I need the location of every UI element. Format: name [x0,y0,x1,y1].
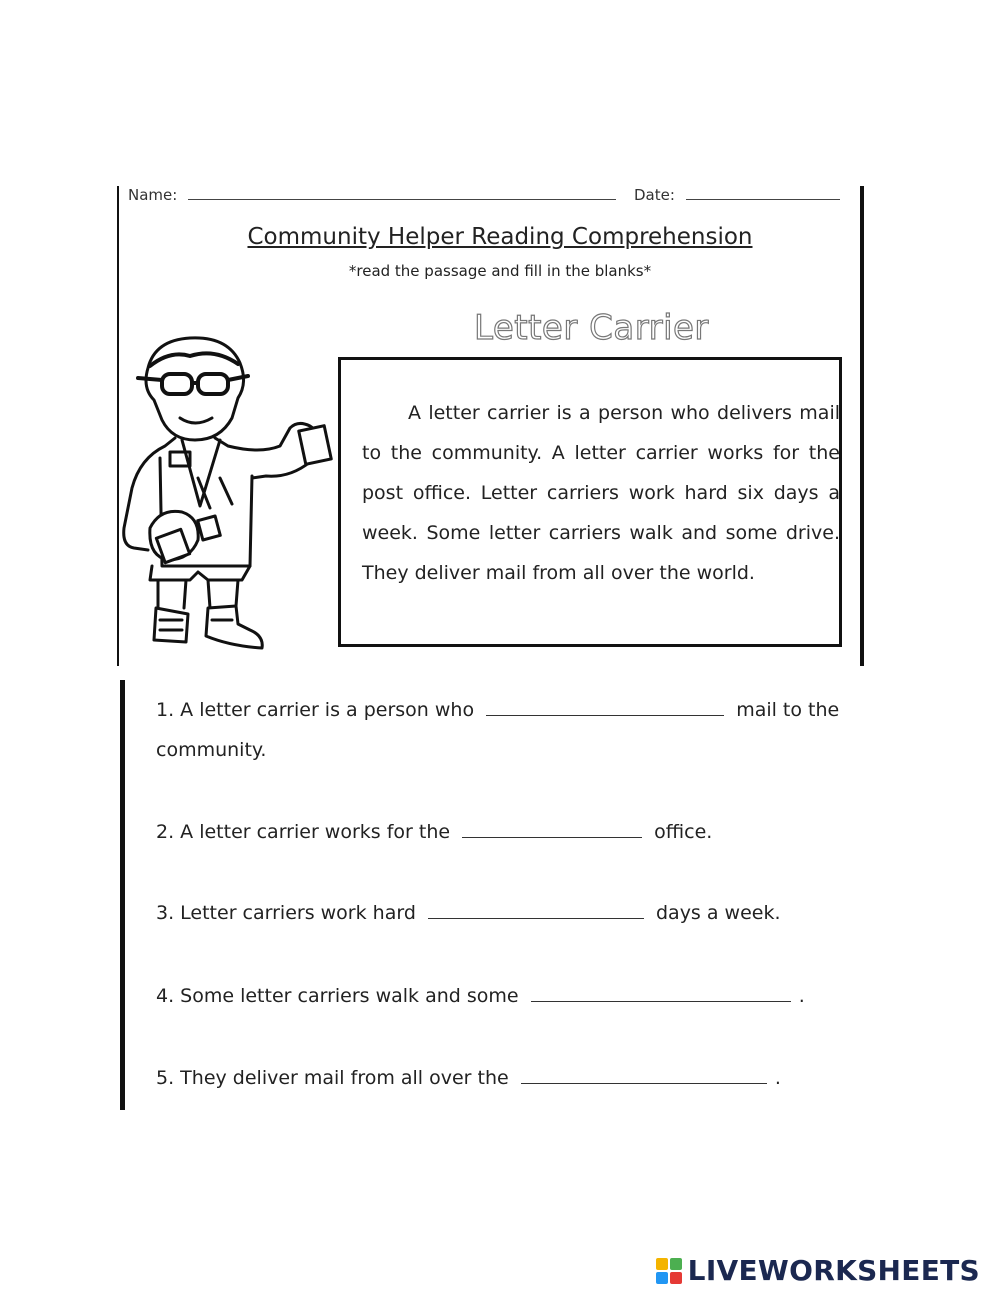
question-4-end: . [798,985,805,1007]
page-subtitle: *read the passage and fill in the blanks* [348,262,652,280]
name-label: Name: [128,186,178,204]
logo-text: LIVEWORKSHEETS [687,1254,980,1287]
date-row [634,186,840,204]
section-heading: Letter Carrier [474,308,709,348]
question-1-end: mail to the community. [156,699,840,761]
date-label: Date: [634,186,675,204]
question-3-blank[interactable] [428,904,644,919]
question-4 [156,976,856,1016]
liveworksheets-logo [656,1254,980,1287]
logo-block-1 [656,1258,668,1270]
question-5-text: 5. They deliver mail from all over the [156,1067,509,1089]
question-4-text: 4. Some letter carriers walk and some [156,985,519,1007]
page-title: Community Helper Reading Comprehension [247,224,753,250]
question-5 [156,1058,856,1098]
name-field[interactable] [188,187,616,200]
question-3 [156,893,856,933]
question-2-end: office. [654,821,713,843]
logo-blocks-icon [656,1258,682,1284]
question-2-blank[interactable] [462,823,642,838]
question-5-end: . [774,1067,781,1089]
date-field[interactable] [686,187,840,200]
logo-block-2 [670,1258,682,1270]
question-3-end: days a week. [655,902,781,924]
question-1 [156,690,856,770]
bottom-left-border [120,680,125,1110]
question-1-blank[interactable] [486,701,724,716]
question-4-blank[interactable] [531,987,791,1002]
top-right-border [860,186,864,666]
question-3-text: 3. Letter carriers work hard [156,902,416,924]
name-row [128,186,616,204]
passage-text: A letter carrier is a person who delivers mail to the community. A letter carrier works for the post office. Letter carriers work hard six days a week. Some letter carriers walk and some drive. They deliver mail from all over the world. [362,402,840,584]
question-2-text: 2. A letter carrier works for the [156,821,451,843]
top-left-border [117,186,119,666]
question-2 [156,812,856,852]
logo-block-4 [670,1272,682,1284]
question-1-text: 1. A letter carrier is a person who [156,699,475,721]
logo-block-3 [656,1272,668,1284]
letter-carrier-illustration [120,328,335,658]
question-5-blank[interactable] [521,1069,767,1084]
